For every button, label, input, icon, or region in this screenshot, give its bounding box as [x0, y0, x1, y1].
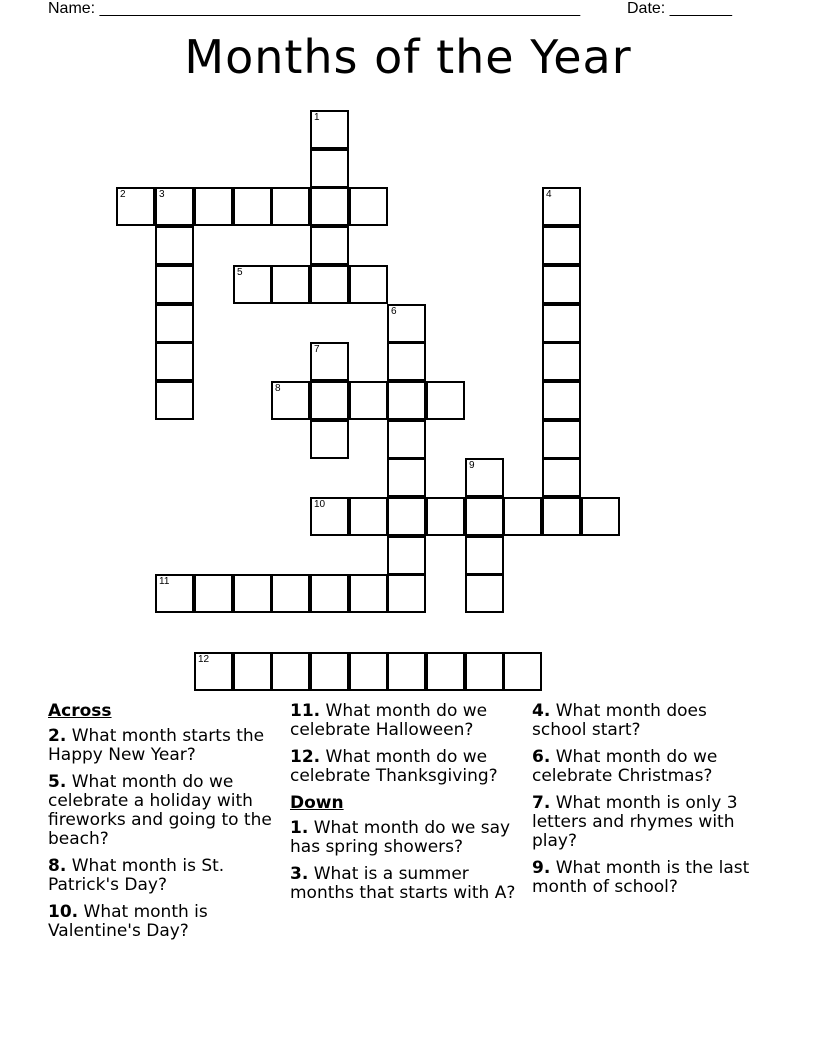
- crossword-cell[interactable]: [387, 497, 426, 536]
- crossword-cell[interactable]: [233, 652, 272, 691]
- clue-item: [48, 903, 276, 941]
- clue-text: What month do we say has spring showers?: [290, 818, 511, 857]
- clue-text: What month do we celebrate Christmas?: [532, 747, 718, 786]
- clue-text: What month is Valentine's Day?: [48, 902, 208, 941]
- clue-number: 12.: [290, 747, 321, 767]
- clue-column-3: [532, 702, 760, 905]
- crossword-cell[interactable]: [310, 149, 349, 188]
- name-field-label: Name: ______________________________________________________: [48, 0, 581, 17]
- crossword-cell[interactable]: [155, 342, 194, 381]
- crossword-cell[interactable]: [465, 574, 504, 613]
- crossword-cell[interactable]: [465, 458, 504, 497]
- clue-number-label: 11: [159, 576, 170, 587]
- crossword-cell[interactable]: [426, 497, 465, 536]
- crossword-cell[interactable]: [426, 652, 465, 691]
- clue-item: [48, 857, 276, 895]
- clue-number: 1.: [290, 818, 309, 838]
- clue-item: [290, 819, 518, 857]
- clue-text: What month do we celebrate Thanksgiving?: [290, 747, 498, 786]
- crossword-cell[interactable]: [542, 381, 581, 420]
- crossword-cell[interactable]: [542, 420, 581, 459]
- clue-number-label: 6: [391, 306, 397, 317]
- crossword-cell[interactable]: [233, 187, 272, 226]
- clue-text: What month do we celebrate a holiday with fireworks and going to the beach?: [48, 772, 272, 849]
- crossword-cell[interactable]: [387, 458, 426, 497]
- crossword-cell[interactable]: [542, 226, 581, 265]
- crossword-cell[interactable]: [155, 381, 194, 420]
- crossword-cell[interactable]: [233, 265, 272, 304]
- clue-number: 4.: [532, 701, 551, 721]
- crossword-cell[interactable]: [465, 652, 504, 691]
- crossword-cell[interactable]: [310, 226, 349, 265]
- crossword-cell[interactable]: [349, 187, 388, 226]
- page-title: Months of the Year: [184, 30, 632, 84]
- across-heading: Across: [48, 701, 112, 721]
- crossword-cell[interactable]: [581, 497, 620, 536]
- crossword-cell[interactable]: [465, 497, 504, 536]
- clue-number: 6.: [532, 747, 551, 767]
- crossword-cell[interactable]: [155, 226, 194, 265]
- crossword-cell[interactable]: [310, 342, 349, 381]
- clue-text: What month is the last month of school?: [532, 858, 750, 897]
- clue-item: [532, 702, 760, 740]
- clue-number-label: 12: [198, 654, 210, 665]
- down-heading: Down: [290, 793, 344, 813]
- clue-item: [48, 727, 276, 765]
- crossword-cell[interactable]: [465, 536, 504, 575]
- clue-number-label: 4: [546, 189, 552, 200]
- crossword-cell[interactable]: [310, 187, 349, 226]
- clue-text: What month starts the Happy New Year?: [48, 726, 265, 765]
- crossword-cell[interactable]: [310, 265, 349, 304]
- clue-number: 11.: [290, 701, 321, 721]
- crossword-cell[interactable]: [310, 420, 349, 459]
- clue-number-label: 5: [237, 267, 243, 278]
- crossword-cell[interactable]: [349, 381, 388, 420]
- date-field-label: Date: _______: [627, 0, 732, 17]
- clue-number-label: 8: [275, 383, 281, 394]
- clue-text: What month is St. Patrick's Day?: [48, 856, 225, 895]
- crossword-cell[interactable]: [271, 652, 310, 691]
- crossword-cell[interactable]: [194, 652, 233, 691]
- crossword-cell[interactable]: [387, 574, 426, 613]
- crossword-cell[interactable]: [503, 652, 542, 691]
- clue-number-label: 3: [159, 189, 165, 200]
- crossword-cell[interactable]: [387, 420, 426, 459]
- clue-number: 5.: [48, 772, 67, 792]
- crossword-cell[interactable]: [155, 304, 194, 343]
- clue-item: [532, 748, 760, 786]
- crossword-cell[interactable]: [426, 381, 465, 420]
- clue-item: [290, 748, 518, 786]
- crossword-cell[interactable]: [233, 574, 272, 613]
- crossword-cell[interactable]: [271, 574, 310, 613]
- crossword-cell[interactable]: [155, 574, 194, 613]
- clue-number: 2.: [48, 726, 67, 746]
- crossword-cell[interactable]: [310, 652, 349, 691]
- clue-number: 9.: [532, 858, 551, 878]
- clue-number-label: 9: [469, 460, 475, 471]
- crossword-cell[interactable]: [349, 497, 388, 536]
- clue-item: [290, 702, 518, 740]
- clue-number: 10.: [48, 902, 79, 922]
- clue-text: What month do we celebrate Halloween?: [290, 701, 488, 740]
- clue-number-label: 7: [314, 344, 320, 355]
- crossword-cell[interactable]: [542, 265, 581, 304]
- crossword-cell[interactable]: [271, 381, 310, 420]
- clue-number-label: 1: [314, 112, 320, 123]
- crossword-cell[interactable]: [349, 574, 388, 613]
- crossword-cell[interactable]: [310, 497, 349, 536]
- crossword-cell[interactable]: [387, 304, 426, 343]
- crossword-cell[interactable]: [387, 536, 426, 575]
- down-clues-list-continued: [532, 702, 760, 897]
- crossword-cell[interactable]: [155, 187, 194, 226]
- clue-column-2: [290, 702, 518, 911]
- crossword-cell[interactable]: [542, 187, 581, 226]
- clue-item: [290, 865, 518, 903]
- crossword-cell[interactable]: [194, 574, 233, 613]
- clue-text: What month does school start?: [532, 701, 707, 740]
- crossword-cell[interactable]: [310, 110, 349, 149]
- crossword-cell[interactable]: [387, 342, 426, 381]
- down-clues-list: [290, 819, 518, 903]
- crossword-cell[interactable]: [271, 187, 310, 226]
- clue-number: 7.: [532, 793, 551, 813]
- crossword-cell[interactable]: [349, 265, 388, 304]
- clue-number-label: 2: [120, 189, 126, 200]
- clue-number-label: 10: [314, 499, 326, 510]
- clue-item: [48, 773, 276, 849]
- crossword-cell[interactable]: [155, 265, 194, 304]
- crossword-cell[interactable]: [542, 304, 581, 343]
- crossword-cell[interactable]: [310, 574, 349, 613]
- clue-number: 8.: [48, 856, 67, 876]
- clue-text: What month is only 3 letters and rhymes with play?: [532, 793, 738, 851]
- crossword-cell[interactable]: [349, 652, 388, 691]
- crossword-cell[interactable]: [542, 497, 581, 536]
- clue-number: 3.: [290, 864, 309, 884]
- crossword-cell[interactable]: [116, 187, 155, 226]
- clue-text: What is a summer months that starts with A?: [290, 864, 516, 903]
- crossword-cell[interactable]: [542, 342, 581, 381]
- clue-item: [532, 794, 760, 851]
- crossword-cell[interactable]: [310, 381, 349, 420]
- clue-item: [532, 859, 760, 897]
- crossword-cell[interactable]: [387, 381, 426, 420]
- crossword-cell[interactable]: [271, 265, 310, 304]
- clue-column-1: [48, 702, 276, 949]
- crossword-cell[interactable]: [194, 187, 233, 226]
- crossword-cell[interactable]: [503, 497, 542, 536]
- across-clues-list: [48, 727, 276, 941]
- crossword-cell[interactable]: [387, 652, 426, 691]
- across-clues-list-continued: [290, 702, 518, 786]
- crossword-cell[interactable]: [542, 458, 581, 497]
